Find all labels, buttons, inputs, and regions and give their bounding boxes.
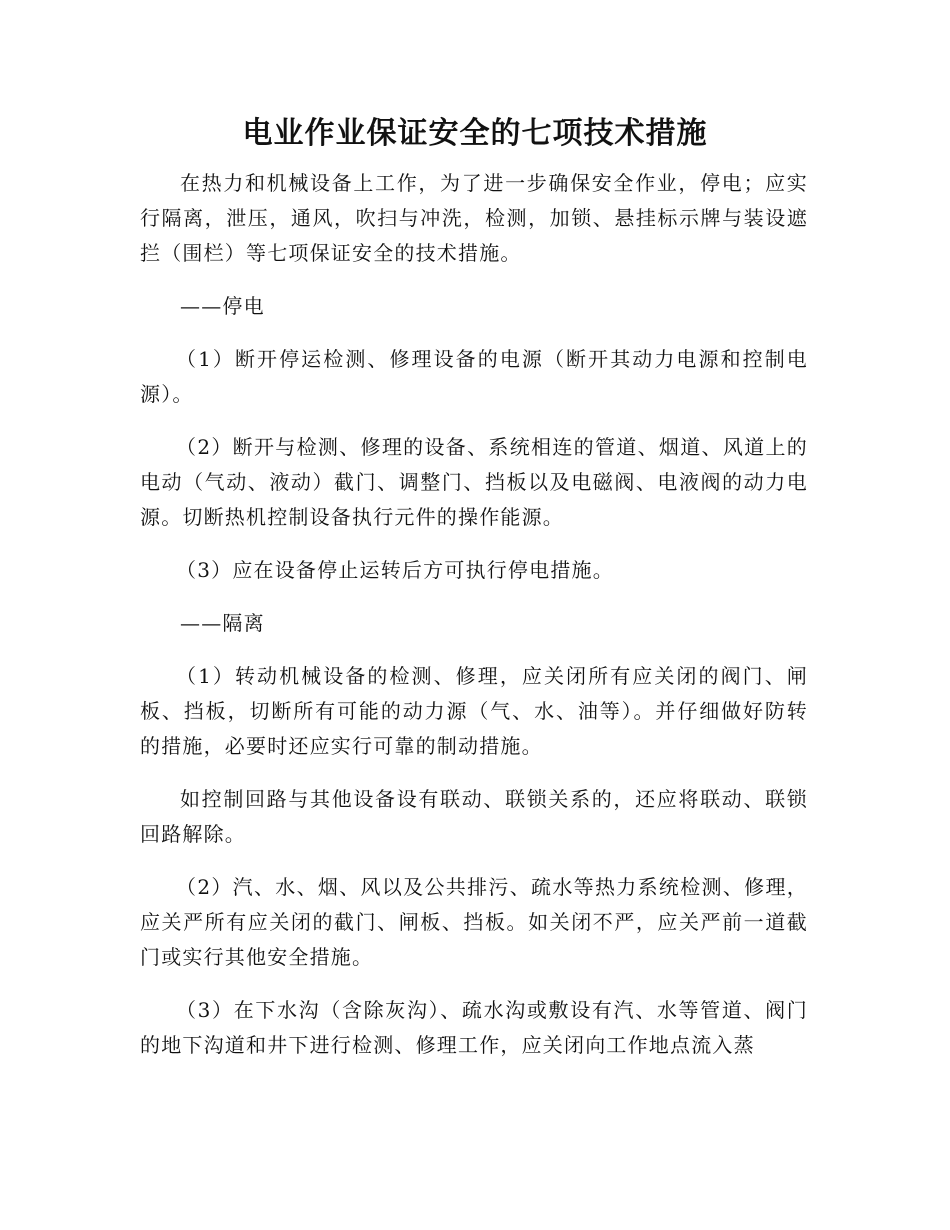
isolation-item-2: （2）汽、水、烟、风以及公共排污、疏水等热力系统检测、修理，应关严所有应关闭的截门、闸板、挡板。如关闭不严，应关严前一道截门或实行其他安全措施。 (140, 875, 808, 969)
isolation-item-1-note: 如控制回路与其他设备设有联动、联锁关系的，还应将联动、联锁回路解除。 (140, 787, 808, 846)
isolation-item-3: （3）在下水沟（含除灰沟）、疏水沟或敷设有汽、水等管道、阀门的地下沟道和井下进行检测、修理工作，应关闭向工作地点流入蒸 (140, 998, 808, 1057)
document-body (140, 166, 808, 1081)
intro-paragraph: 在热力和机械设备上工作，为了进一步确保安全作业，停电；应实行隔离，泄压，通风，吹扫与冲洗，检测，加锁、悬挂标示牌与装设遮拦（围栏）等七项保证安全的技术措施。 (140, 171, 808, 265)
power-off-item-3: （3）应在设备停止运转后方可执行停电措施。 (176, 558, 614, 582)
document-title: 电业作业保证安全的七项技术措施 (242, 116, 708, 151)
section-heading-isolation: ——隔离 (180, 611, 265, 635)
power-off-item-2: （2）断开与检测、修理的设备、系统相连的管道、烟道、风道上的电动（气动、液动）截门、调整门、挡板以及电磁阀、电液阀的动力电源。切断热机控制设备执行元件的操作能源。 (140, 435, 808, 529)
power-off-item-1: （1）断开停运检测、修理设备的电源（断开其动力电源和控制电源）。 (140, 347, 808, 406)
section-heading-power-off: ——停电 (180, 294, 265, 318)
isolation-item-1: （1）转动机械设备的检测、修理，应关闭所有应关闭的阀门、闸板、挡板，切断所有可能的动力源（气、水、油等）。并仔细做好防转的措施，必要时还应实行可靠的制动措施。 (140, 664, 808, 758)
